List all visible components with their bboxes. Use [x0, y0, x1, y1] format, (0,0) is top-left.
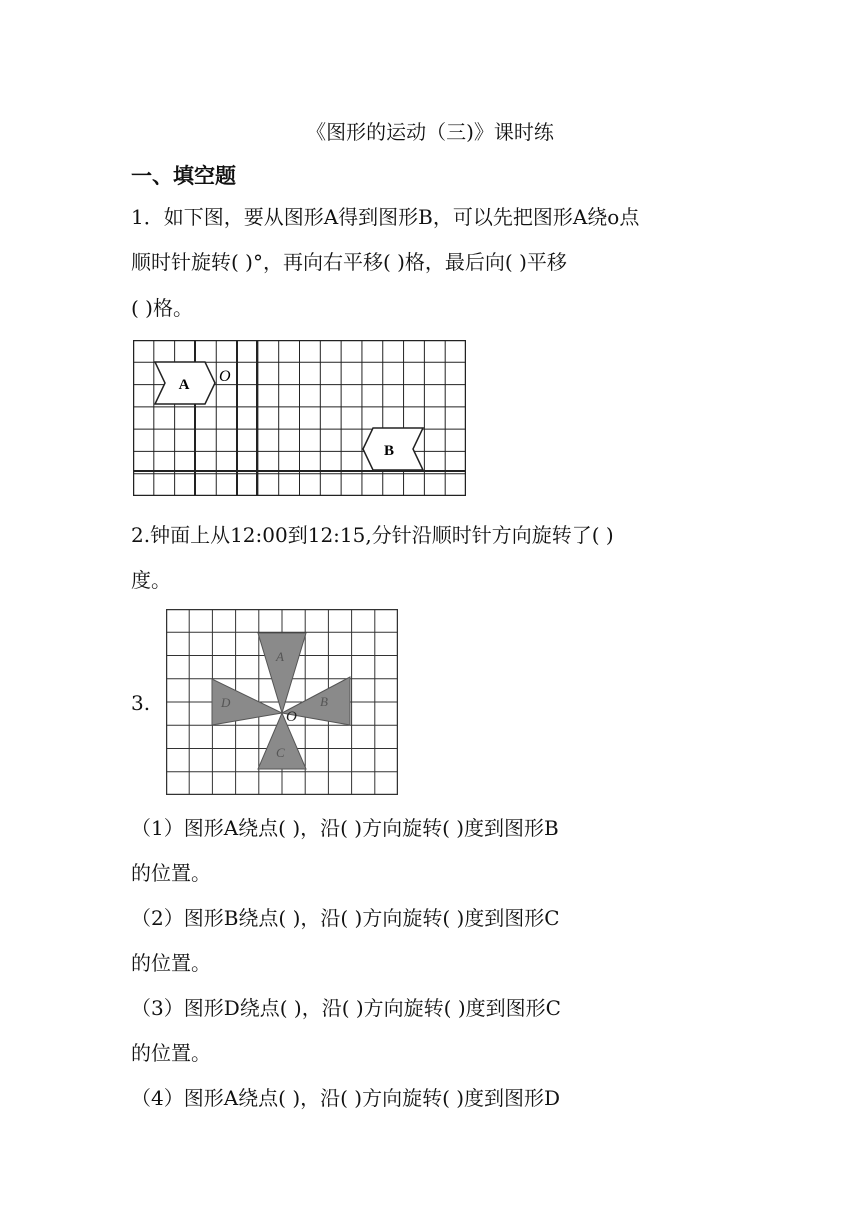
q3-grid-figure	[166, 609, 398, 795]
q3-item-2-line-2: 的位置。	[131, 951, 211, 975]
triangle-c	[258, 713, 306, 769]
q3-item-3-line-1: （3）图形D绕点( )，沿( )方向旋转( )度到图形C	[131, 996, 561, 1020]
page-title: 《图形的运动（三)》课时练	[306, 120, 554, 144]
triangle-b-label: B	[320, 694, 328, 709]
triangle-c-label: C	[276, 745, 285, 760]
point-o-label: O	[219, 368, 231, 385]
q3-item-3-line-2: 的位置。	[131, 1041, 211, 1065]
triangle-a	[258, 633, 306, 713]
q1-grid-figure	[133, 340, 466, 496]
q3-item-1-line-2: 的位置。	[131, 861, 211, 885]
q2-line-1: 2.钟面上从12:00到12:15,分针沿顺时针方向旋转了( )	[131, 523, 614, 547]
q1-line-1: 1．如下图，要从图形A得到图形B，可以先把图形A绕o点	[131, 205, 640, 229]
shape-b-label: B	[383, 443, 395, 459]
triangle-d-label: D	[221, 695, 231, 710]
section-heading: 一、填空题	[131, 164, 236, 188]
q2-line-2: 度。	[131, 568, 171, 592]
q1-line-2: 顺时针旋转( )°，再向右平移( )格，最后向( )平移	[131, 250, 567, 274]
q1-line-3: ( )格。	[131, 296, 193, 320]
shape-a-label: A	[178, 377, 190, 393]
center-o-label: O	[286, 709, 297, 725]
q3-number: 3.	[131, 691, 151, 715]
triangle-a-label: A	[276, 649, 284, 664]
q3-item-1-line-1: （1）图形A绕点( )，沿( )方向旋转( )度到图形B	[131, 816, 559, 840]
q3-item-4-line-1: （4）图形A绕点( )，沿( )方向旋转( )度到图形D	[131, 1086, 561, 1110]
q3-item-2-line-1: （2）图形B绕点( )，沿( )方向旋转( )度到图形C	[131, 906, 560, 930]
